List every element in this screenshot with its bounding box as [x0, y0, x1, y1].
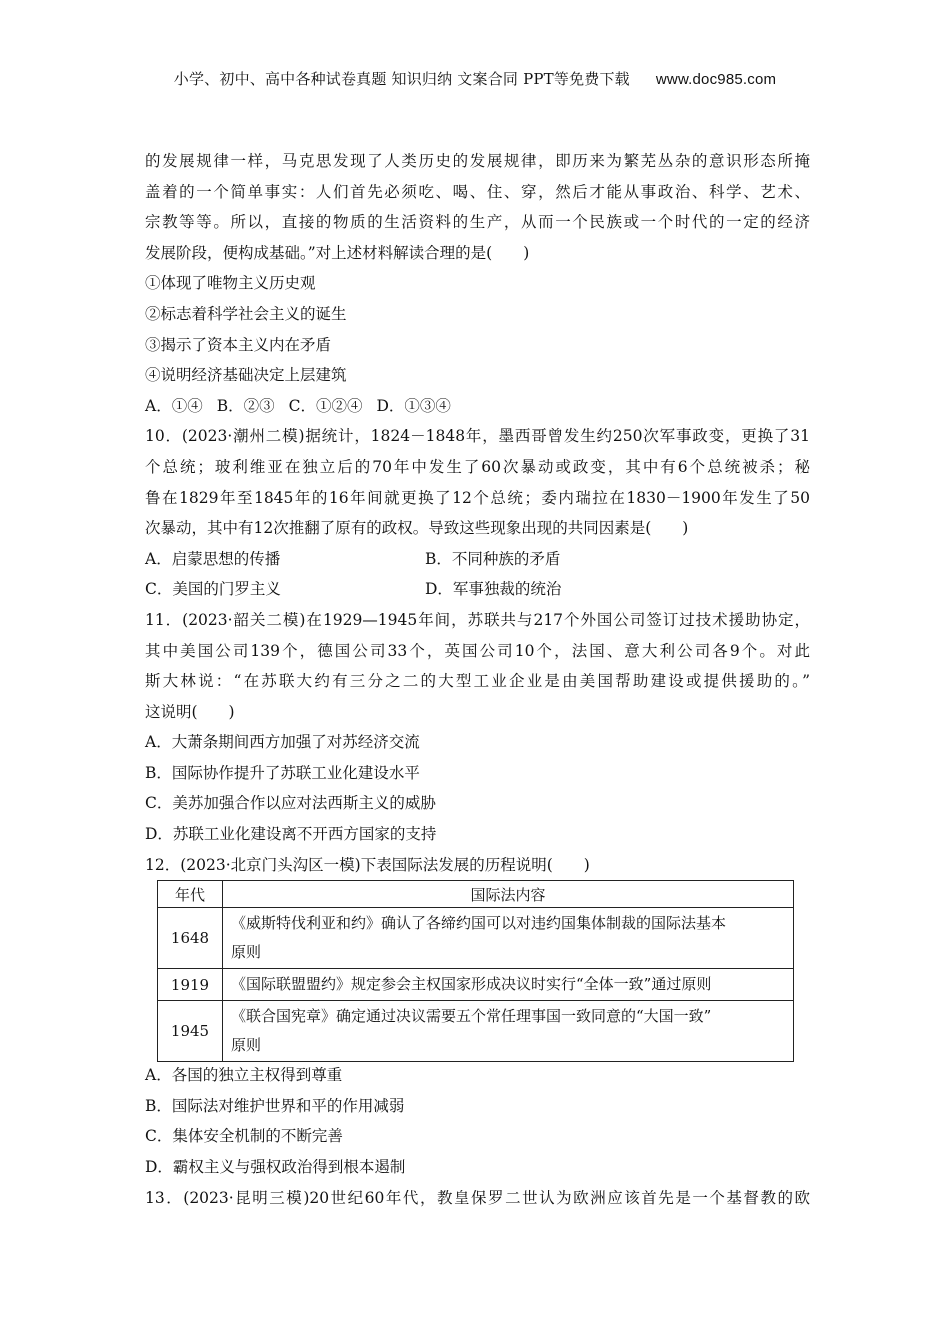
table-cell-line: 《威斯特伐利亚和约》确认了各缔约国可以对违约国集体制裁的国际法基本 — [231, 914, 727, 933]
question-9 — [145, 146, 810, 421]
q10-options-row-1 — [145, 544, 810, 575]
q9-option-c[interactable]: C．①②④ — [288, 396, 363, 415]
table-cell-line: 《联合国宪章》确定通过决议需要五个常任理事国一致同意的“大国一致” — [231, 1007, 712, 1026]
q10-option-c[interactable]: C．美国的门罗主义 — [145, 580, 281, 599]
q9-line-1: 的发展规律一样，马克思发现了人类历史的发展规律，即历来为繁芜丛杂的意识形态所掩 — [145, 152, 810, 170]
header-site-link[interactable]: www.doc985.com — [655, 71, 777, 88]
q9-item-1: ①体现了唯物主义历史观 — [145, 274, 316, 293]
q9-item-2: ②标志着科学社会主义的诞生 — [145, 304, 347, 323]
q13-stem: 13．(2023·昆明三模)20世纪60年代，教皇保罗二世认为欧洲应该首先是一个基督教的欧 — [145, 1188, 810, 1207]
table-header-content: 国际法内容 — [223, 881, 794, 908]
table-row — [158, 908, 794, 969]
page-content — [145, 146, 810, 1213]
question-12 — [145, 850, 810, 1183]
q9-line-3: 宗教等等。所以，直接的物质的生活资料的生产，从而一个民族或一个时代的一定的经济 — [145, 213, 810, 232]
q9-item-4: ④说明经济基础决定上层建筑 — [145, 366, 347, 385]
table-cell-content — [223, 1001, 794, 1062]
q11-line-2: 其中美国公司139个，德国公司33个，英国公司10个，法国、意大利公司各9个。对此 — [145, 641, 810, 660]
q9-line-2: 盖着的一个简单事实：人们首先必须吃、喝、住、穿，然后才能从事政治、科学、艺术、 — [145, 182, 810, 201]
table-row — [158, 969, 794, 1001]
q10-option-d[interactable]: D．军事独裁的统治 — [425, 580, 562, 599]
question-11 — [145, 605, 810, 850]
question-10 — [145, 421, 810, 605]
question-13 — [145, 1183, 810, 1214]
table-row — [158, 1001, 794, 1062]
table-cell-line: 原则 — [231, 1036, 262, 1055]
page-header — [0, 68, 950, 89]
q10-option-b[interactable]: B．不同种族的矛盾 — [425, 549, 561, 568]
q11-line-3: 斯大林说：“在苏联大约有三分之二的大型工业企业是由美国帮助建设或提供援助的。” — [145, 672, 810, 691]
q9-item-3: ③揭示了资本主义内在矛盾 — [145, 335, 332, 354]
table-cell-content — [223, 908, 794, 969]
table-header-row — [158, 881, 794, 908]
table-cell-content — [223, 969, 794, 1001]
q10-line-4: 次暴动，其中有12次推翻了原有的政权。导致这些现象出现的共同因素是( ) — [145, 519, 689, 538]
q10-option-a[interactable]: A．启蒙思想的传播 — [145, 549, 281, 568]
q12-option-a[interactable]: A．各国的独立主权得到尊重 — [145, 1066, 343, 1085]
table-header-year: 年代 — [158, 881, 223, 908]
q9-options — [145, 391, 810, 422]
header-text: 小学、初中、高中各种试卷真题 知识归纳 文案合同 PPT等免费下载 — [173, 70, 630, 88]
international-law-table — [157, 880, 794, 1062]
q11-option-a[interactable]: A．大萧条期间西方加强了对苏经济交流 — [145, 733, 420, 752]
q11-line-4: 这说明( ) — [145, 702, 235, 721]
q9-line-4: 发展阶段，便构成基础。”对上述材料解读合理的是( ) — [145, 243, 530, 262]
table-cell-line: 原则 — [231, 943, 262, 962]
q9-option-d[interactable]: D．①③④ — [376, 396, 451, 415]
table-cell-year: 1945 — [158, 1001, 223, 1062]
q11-option-b[interactable]: B．国际协作提升了苏联工业化建设水平 — [145, 763, 420, 782]
q10-line-3: 鲁在1829年至1845年的16年间就更换了12个总统；委内瑞拉在1830－1900年发生了50 — [145, 488, 810, 507]
q10-line-1: 10．(2023·潮州二模)据统计，1824－1848年，墨西哥曾发生约250次军事政变，更换了31 — [145, 427, 810, 446]
q12-option-d[interactable]: D．霸权主义与强权政治得到根本遏制 — [145, 1158, 406, 1177]
q12-option-b[interactable]: B．国际法对维护世界和平的作用减弱 — [145, 1096, 405, 1115]
q9-option-b[interactable]: B．②③ — [216, 396, 275, 415]
table-cell-year: 1919 — [158, 969, 223, 1001]
q10-options-row-2 — [145, 574, 810, 605]
q10-line-2: 个总统；玻利维亚在独立后的70年中发生了60次暴动或政变，其中有6个总统被杀；秘 — [145, 457, 810, 476]
q11-option-c[interactable]: C．美苏加强合作以应对法西斯主义的威胁 — [145, 794, 436, 813]
q9-option-a[interactable]: A．①④ — [145, 396, 203, 415]
q11-option-d[interactable]: D．苏联工业化建设离不开西方国家的支持 — [145, 825, 437, 844]
q11-line-1: 11．(2023·韶关二模)在1929—1945年间，苏联共与217个外国公司签订过技术援助协定， — [145, 610, 810, 629]
q12-table-wrap — [145, 880, 810, 1060]
q12-stem: 12．(2023·北京门头沟区一模)下表国际法发展的历程说明( ) — [145, 855, 590, 874]
table-cell-line: 《国际联盟盟约》规定参会主权国家形成决议时实行“全体一致”通过原则 — [231, 975, 712, 994]
q12-option-c[interactable]: C．集体安全机制的不断完善 — [145, 1127, 343, 1146]
table-cell-year: 1648 — [158, 908, 223, 969]
